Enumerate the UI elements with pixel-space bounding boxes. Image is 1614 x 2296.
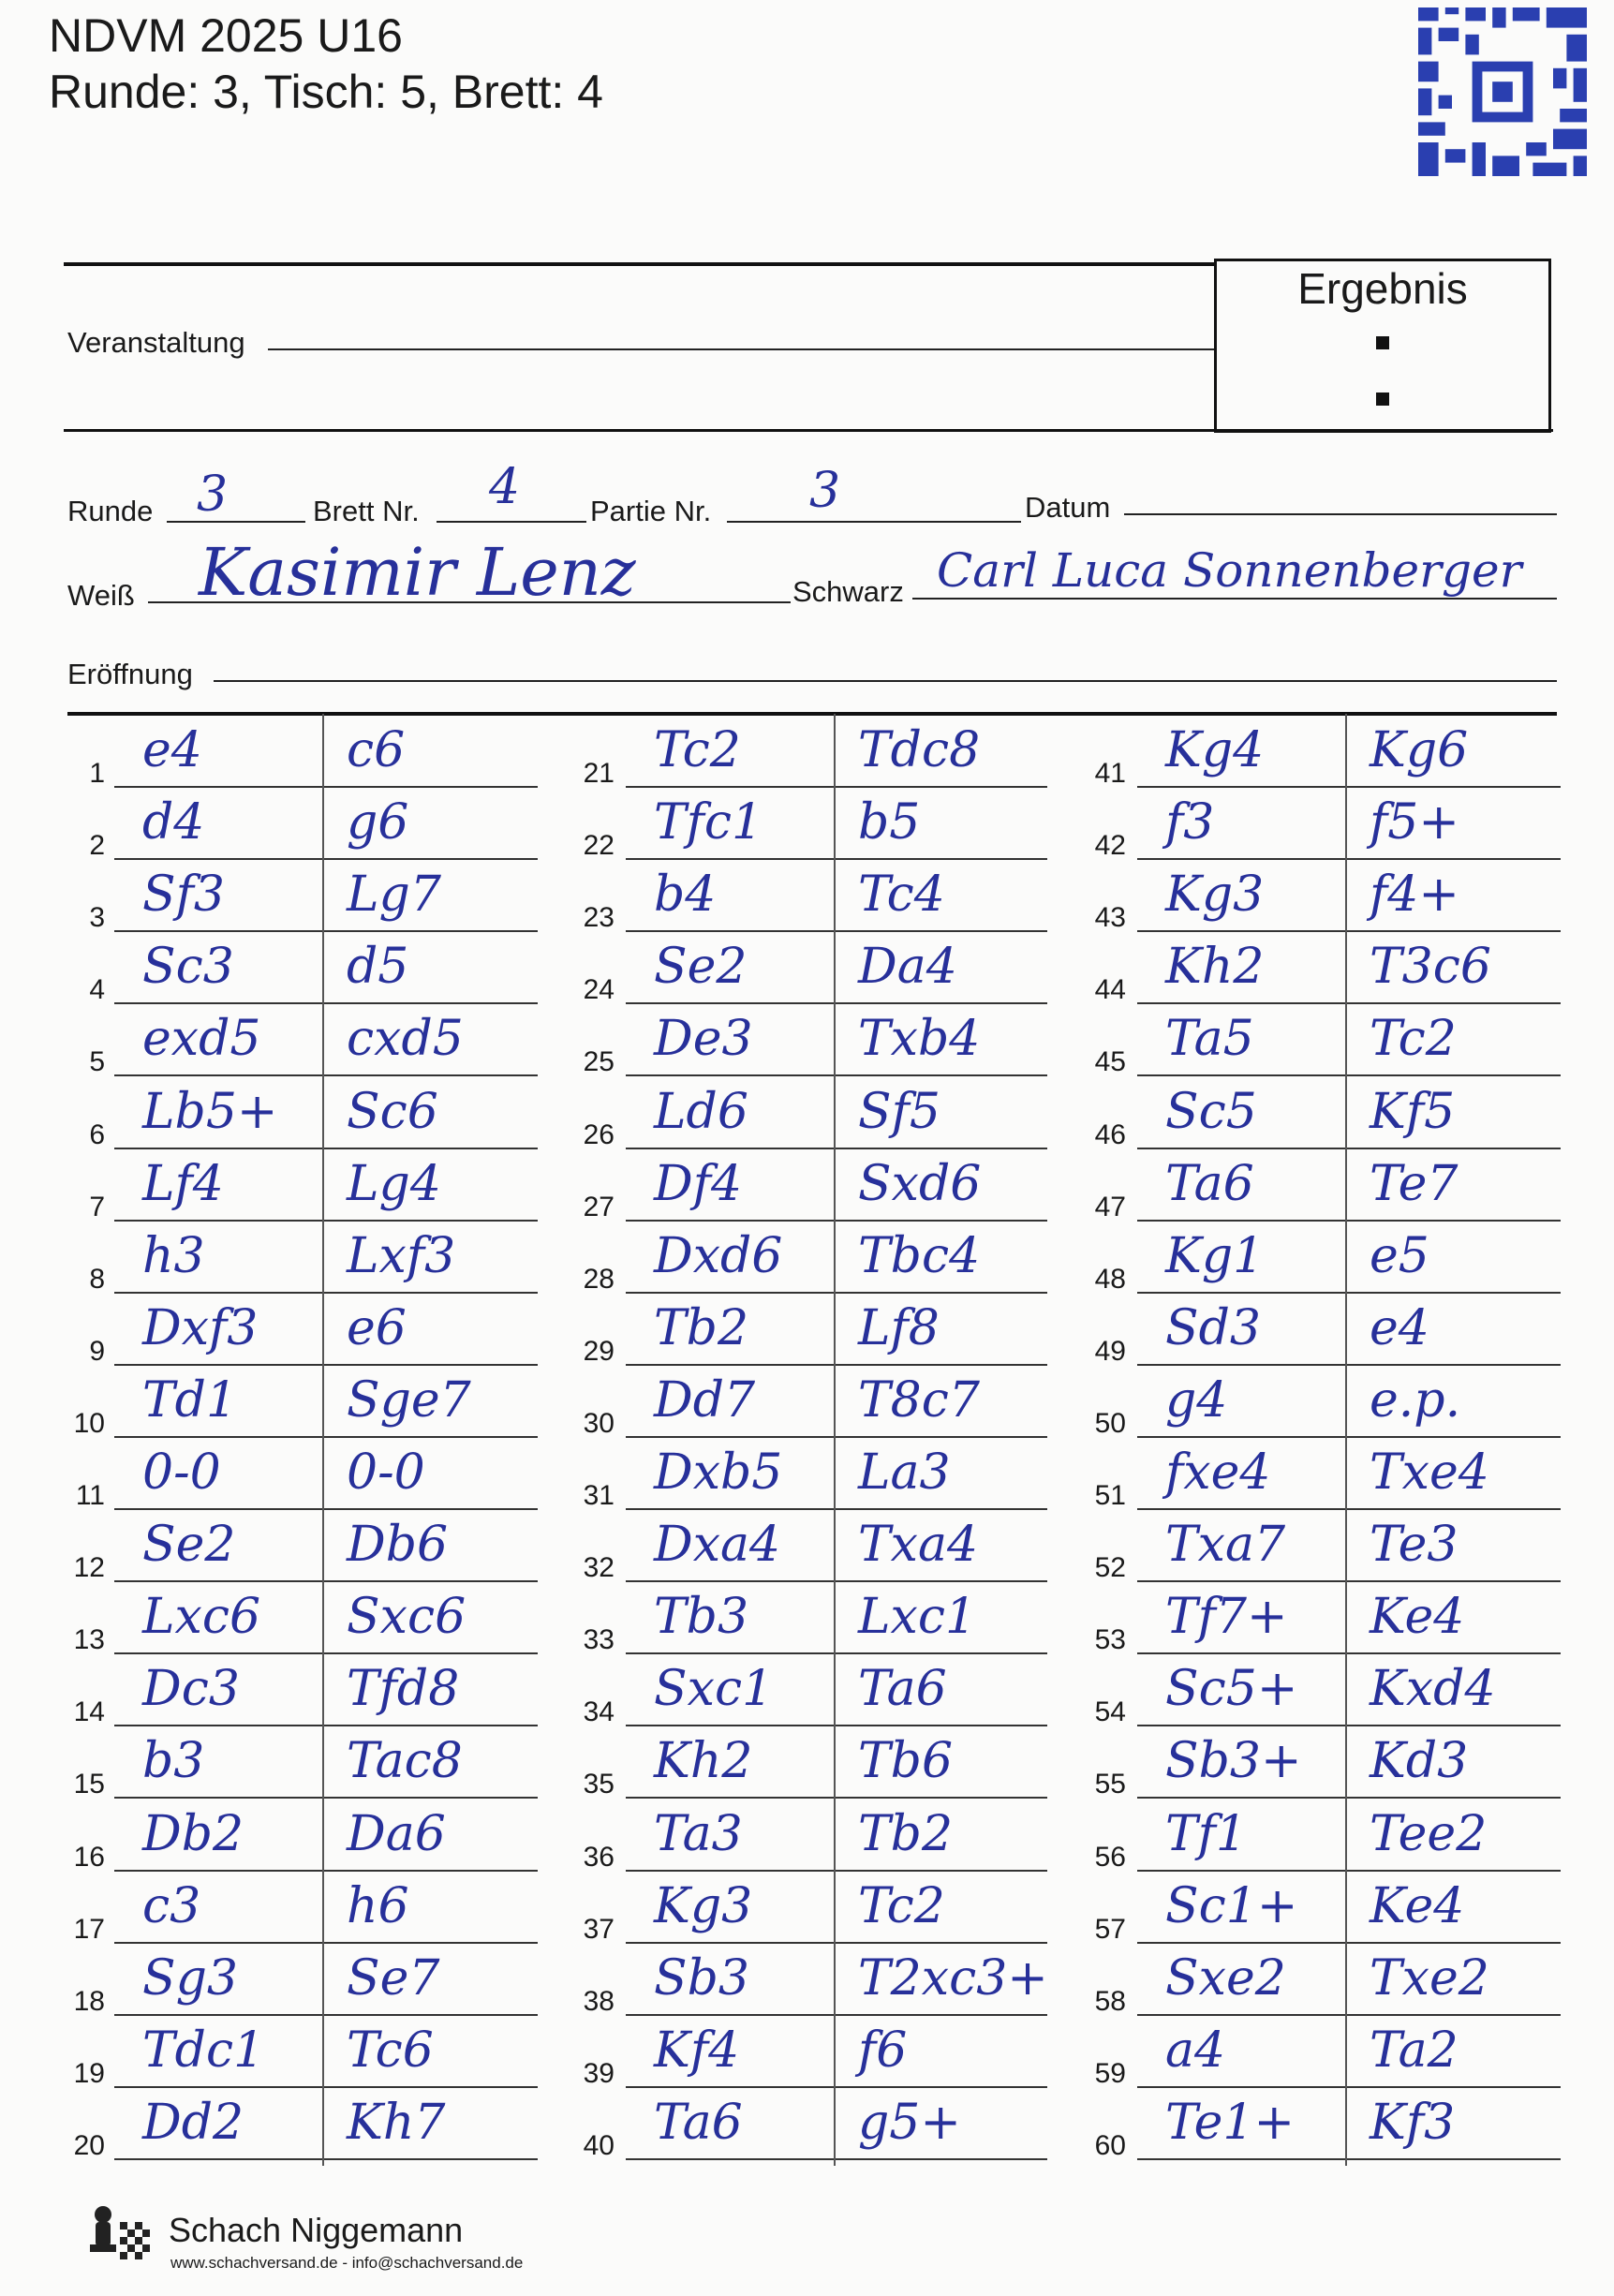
white-move: Df4 (654, 1155, 743, 1212)
white-move: Sb3+ (1165, 1733, 1302, 1790)
move-number: 19 (73, 2057, 105, 2089)
white-move: Sb3 (654, 1949, 749, 2007)
black-move: g5+ (858, 2094, 961, 2151)
white-move: Tf7+ (1165, 1589, 1288, 1646)
black-move: Tc2 (1370, 1011, 1457, 1068)
datum-label: Datum (1025, 491, 1111, 524)
move-number: 41 (1094, 758, 1126, 789)
white-move: Tdc1 (142, 2022, 265, 2079)
white-move: Kh2 (654, 1733, 753, 1790)
move-row-line (114, 2158, 538, 2160)
move-number: 10 (73, 1407, 105, 1439)
move-row-line (626, 1942, 1047, 1944)
move-row-line (114, 858, 538, 860)
white-move: Txa7 (1165, 1517, 1286, 1574)
black-move: Txe2 (1370, 1949, 1489, 2007)
black-move: Sc6 (347, 1083, 438, 1140)
result-box (1214, 259, 1551, 433)
runde-label: Runde (67, 495, 154, 527)
white-move: Td1 (142, 1371, 238, 1429)
black-move: Ke4 (1370, 1589, 1465, 1646)
move-row-line (114, 1292, 538, 1294)
move-number: 1 (89, 758, 105, 789)
black-move: Tb2 (858, 1805, 954, 1862)
white-move: f3 (1165, 794, 1215, 852)
move-row-line (1137, 2014, 1561, 2016)
black-move: Da6 (347, 1805, 446, 1862)
black-move: Db6 (347, 1517, 449, 1574)
chess-logo-icon (82, 2201, 159, 2269)
move-row-line (114, 1942, 538, 1944)
move-number: 12 (73, 1552, 105, 1584)
black-move: Lxc1 (858, 1589, 977, 1646)
black-move: Tb6 (858, 1733, 954, 1790)
white-move: Sxc1 (654, 1661, 774, 1718)
move-column-separator (322, 714, 324, 2166)
white-move: Dd2 (142, 2094, 244, 2151)
move-row-line (1137, 786, 1561, 788)
black-move: Lg4 (347, 1155, 441, 1212)
move-number: 51 (1094, 1480, 1126, 1511)
move-number: 21 (583, 758, 615, 789)
move-row-line (626, 1797, 1047, 1799)
black-move: Tc4 (858, 867, 945, 924)
move-number: 44 (1094, 974, 1126, 1006)
move-row-line (626, 2014, 1047, 2016)
black-move: Tc6 (347, 2022, 434, 2079)
move-number: 37 (583, 1913, 615, 1945)
white-move: Tf1 (1165, 1805, 1248, 1862)
move-number: 30 (583, 1407, 615, 1439)
white-move: Ta5 (1165, 1011, 1254, 1068)
move-number: 13 (73, 1624, 105, 1656)
move-number: 57 (1094, 1913, 1126, 1945)
white-move: Lxc6 (142, 1589, 261, 1646)
white-move: Dxb5 (654, 1444, 783, 1501)
move-number: 45 (1094, 1046, 1126, 1078)
move-number: 55 (1094, 1769, 1126, 1800)
move-row-line (114, 1870, 538, 1872)
white-move: b4 (654, 867, 717, 924)
move-number: 54 (1094, 1696, 1126, 1728)
eroeffnung-field[interactable] (214, 680, 1557, 682)
move-row-line (114, 1508, 538, 1510)
white-move: Lb5+ (142, 1083, 278, 1140)
move-number: 42 (1094, 830, 1126, 862)
move-number: 3 (89, 902, 105, 934)
move-row-line (626, 2158, 1047, 2160)
move-number: 25 (583, 1046, 615, 1078)
move-row-line (1137, 1870, 1561, 1872)
move-row-line (114, 930, 538, 932)
white-move: e4 (142, 722, 202, 778)
move-row-line (1137, 930, 1561, 932)
move-number: 40 (583, 2129, 615, 2161)
move-row-line (1137, 1797, 1561, 1799)
black-move: Sf5 (858, 1083, 940, 1140)
move-row-line (626, 1870, 1047, 1872)
move-number: 11 (75, 1480, 105, 1511)
black-move: La3 (858, 1444, 951, 1501)
white-move: Kg3 (654, 1877, 753, 1934)
black-move: Lg7 (347, 867, 441, 924)
page-title (49, 7, 603, 120)
white-move: Ta6 (1165, 1155, 1254, 1212)
white-move: Ta6 (654, 2094, 743, 2151)
move-row-line (114, 2086, 538, 2088)
partie-field[interactable] (727, 521, 1021, 523)
black-move: T2xc3+ (858, 1949, 1048, 2007)
weiss-value: Kasimir Lenz (199, 534, 636, 611)
move-row-line (1137, 1652, 1561, 1654)
black-move: Tbc4 (858, 1227, 981, 1284)
partie-label: Partie Nr. (590, 495, 712, 527)
runde-value: 3 (197, 467, 229, 523)
white-move: Sg3 (142, 1949, 238, 2007)
black-move: T8c7 (858, 1371, 980, 1429)
move-number: 32 (583, 1552, 615, 1584)
white-move: Sc1+ (1165, 1877, 1298, 1934)
brand-name: Schach Niggemann (169, 2211, 464, 2249)
white-move: Kh2 (1165, 939, 1265, 996)
footer (82, 2192, 607, 2276)
black-move: Sge7 (347, 1371, 471, 1429)
black-move: f4+ (1370, 867, 1459, 924)
move-number: 8 (89, 1263, 105, 1295)
black-move: Ta6 (858, 1661, 947, 1718)
black-move: f6 (858, 2022, 908, 2079)
black-move: Te7 (1370, 1155, 1459, 1212)
black-move: Kd3 (1370, 1733, 1469, 1790)
black-move: Txa4 (858, 1517, 979, 1574)
black-move: Ta2 (1370, 2022, 1459, 2079)
white-move: b3 (142, 1733, 205, 1790)
move-number: 46 (1094, 1118, 1126, 1150)
partie-value: 3 (809, 463, 841, 519)
move-row-line (1137, 1725, 1561, 1726)
move-number: 14 (73, 1696, 105, 1728)
move-row-line (114, 1220, 538, 1222)
white-move: c3 (142, 1877, 201, 1934)
move-number: 6 (89, 1118, 105, 1150)
move-column-separator (834, 714, 836, 2166)
black-move: Lf8 (858, 1299, 940, 1356)
black-move: d5 (347, 939, 409, 996)
move-number: 36 (583, 1841, 615, 1873)
move-number: 43 (1094, 902, 1126, 934)
move-row-line (114, 1797, 538, 1799)
white-move: g4 (1165, 1371, 1228, 1429)
move-row-line (114, 1725, 538, 1726)
move-number: 18 (73, 1985, 105, 2017)
move-number: 29 (583, 1335, 615, 1367)
move-row-line (626, 1508, 1047, 1510)
weiss-label: Weiß (67, 579, 135, 612)
black-move: Se7 (347, 1949, 440, 2007)
white-move: Sc5 (1165, 1083, 1257, 1140)
white-move: Ld6 (654, 1083, 748, 1140)
black-move: Da4 (858, 939, 957, 996)
runde-field[interactable] (167, 521, 305, 523)
black-move: c6 (347, 722, 406, 778)
move-number: 56 (1094, 1841, 1126, 1873)
white-move: 0-0 (142, 1444, 221, 1501)
move-row-line (114, 1580, 538, 1582)
black-move: Sxc6 (347, 1589, 466, 1646)
move-number: 9 (89, 1335, 105, 1367)
move-row-line (626, 1148, 1047, 1149)
move-row-line (1137, 1292, 1561, 1294)
result-marker-2 (1376, 393, 1389, 406)
white-move: Ta3 (654, 1805, 743, 1862)
move-number: 31 (583, 1480, 615, 1511)
move-number: 22 (583, 830, 615, 862)
eroeffnung-label: Eröffnung (67, 658, 193, 690)
move-number: 5 (89, 1046, 105, 1078)
move-row-line (1137, 2086, 1561, 2088)
black-move: Sxd6 (858, 1155, 982, 1212)
move-row-line (626, 1292, 1047, 1294)
black-move: Kf5 (1370, 1083, 1456, 1140)
result-label: Ergebnis (1297, 264, 1468, 313)
white-move: Dc3 (142, 1661, 240, 1718)
move-row-line (626, 1002, 1047, 1004)
white-move: Dd7 (654, 1371, 756, 1429)
move-number: 35 (583, 1769, 615, 1800)
white-move: Dxd6 (654, 1227, 783, 1284)
move-row-line (626, 930, 1047, 932)
white-move: a4 (1165, 2022, 1226, 2079)
black-move: Txb4 (858, 1011, 981, 1068)
black-move: T3c6 (1370, 939, 1491, 996)
black-move: Txe4 (1370, 1444, 1489, 1501)
black-move: Kg6 (1370, 722, 1469, 778)
move-row-line (626, 858, 1047, 860)
white-move: h3 (142, 1227, 205, 1284)
move-row-line (1137, 1002, 1561, 1004)
white-move: Tb3 (654, 1589, 749, 1646)
black-move: b5 (858, 794, 921, 852)
move-row-line (626, 1364, 1047, 1366)
move-number: 2 (89, 830, 105, 862)
result-marker-1 (1376, 336, 1389, 349)
white-move: Tfc1 (654, 794, 763, 852)
move-row-line (626, 1074, 1047, 1076)
move-row-line (1137, 1364, 1561, 1366)
move-row-line (626, 2086, 1047, 2088)
move-row-line (114, 1002, 538, 1004)
move-number: 50 (1094, 1407, 1126, 1439)
black-move: e5 (1370, 1227, 1429, 1284)
move-column-separator (1345, 714, 1347, 2166)
move-row-line (1137, 1436, 1561, 1438)
move-number: 34 (583, 1696, 615, 1728)
move-row-line (626, 786, 1047, 788)
white-move: exd5 (142, 1011, 261, 1068)
title-line-2: Runde: 3, Tisch: 5, Brett: 4 (49, 66, 603, 118)
move-number: 52 (1094, 1552, 1126, 1584)
move-number: 53 (1094, 1624, 1126, 1656)
schwarz-field[interactable] (912, 598, 1557, 600)
white-move: Sxe2 (1165, 1949, 1286, 2007)
move-number: 20 (73, 2129, 105, 2161)
schwarz-value: Carl Luca Sonnenberger (937, 543, 1522, 598)
white-move: fxe4 (1165, 1444, 1271, 1501)
black-move: 0-0 (347, 1444, 425, 1501)
white-move: Sc5+ (1165, 1661, 1298, 1718)
move-number: 48 (1094, 1263, 1126, 1295)
move-number: 38 (583, 1985, 615, 2017)
move-row-line (1137, 858, 1561, 860)
move-number: 16 (73, 1841, 105, 1873)
move-row-line (114, 1436, 538, 1438)
white-move: Se2 (654, 939, 748, 996)
black-move: Kf3 (1370, 2094, 1456, 2151)
move-row-line (626, 1652, 1047, 1654)
move-row-line (626, 1220, 1047, 1222)
move-number: 4 (89, 974, 105, 1006)
veranstaltung-label: Veranstaltung (67, 326, 245, 359)
move-row-line (1137, 1580, 1561, 1582)
moves-grid-top-rule (67, 712, 1557, 716)
white-move: Kg4 (1165, 722, 1265, 778)
move-number: 15 (73, 1769, 105, 1800)
move-number: 24 (583, 974, 615, 1006)
move-row-line (1137, 1508, 1561, 1510)
black-move: e.p. (1370, 1371, 1461, 1429)
move-row-line (626, 1580, 1047, 1582)
white-move: d4 (142, 794, 205, 852)
brett-field[interactable] (437, 521, 586, 523)
white-move: De3 (654, 1011, 753, 1068)
white-move: Kg1 (1165, 1227, 1265, 1284)
white-move: Kg3 (1165, 867, 1265, 924)
white-move: Dxa4 (654, 1517, 781, 1574)
move-row-line (114, 1364, 538, 1366)
move-row-line (114, 2014, 538, 2016)
qr-code-icon (1416, 7, 1589, 176)
white-move: Te1+ (1165, 2094, 1296, 2151)
move-number: 58 (1094, 1985, 1126, 2017)
white-move: Lf4 (142, 1155, 224, 1212)
move-row-line (626, 1436, 1047, 1438)
white-move: Sc3 (142, 939, 234, 996)
black-move: f5+ (1370, 794, 1459, 852)
move-row-line (1137, 1942, 1561, 1944)
white-move: Se2 (142, 1517, 236, 1574)
brett-label: Brett Nr. (313, 495, 420, 527)
black-move: Tfd8 (347, 1661, 460, 1718)
move-row-line (1137, 1148, 1561, 1149)
black-move: Te3 (1370, 1517, 1459, 1574)
black-move: g6 (347, 794, 409, 852)
datum-field[interactable] (1124, 513, 1557, 515)
move-row-line (114, 1148, 538, 1149)
black-move: Kh7 (347, 2094, 446, 2151)
schwarz-label: Schwarz (792, 575, 904, 608)
black-move: Kxd4 (1370, 1661, 1496, 1718)
move-number: 23 (583, 902, 615, 934)
move-row-line (114, 1652, 538, 1654)
white-move: Sd3 (1165, 1299, 1261, 1356)
black-move: Ke4 (1370, 1877, 1465, 1934)
black-move: e4 (1370, 1299, 1429, 1356)
black-move: Tc2 (858, 1877, 945, 1934)
black-move: Tac8 (347, 1733, 463, 1790)
white-move: Sf3 (142, 867, 225, 924)
move-number: 60 (1094, 2129, 1126, 2161)
move-number: 27 (583, 1191, 615, 1222)
black-move: cxd5 (347, 1011, 464, 1068)
move-number: 33 (583, 1624, 615, 1656)
move-row-line (1137, 2158, 1561, 2160)
move-row-line (1137, 1220, 1561, 1222)
move-number: 17 (73, 1913, 105, 1945)
move-number: 47 (1094, 1191, 1126, 1222)
move-number: 59 (1094, 2057, 1126, 2089)
move-row-line (1137, 1074, 1561, 1076)
move-number: 39 (583, 2057, 615, 2089)
white-move: Kf4 (654, 2022, 740, 2079)
move-row-line (114, 786, 538, 788)
black-move: h6 (347, 1877, 409, 1934)
brand-contact: www.schachversand.de - info@schachversand.de (170, 2254, 524, 2272)
brett-value: 4 (489, 459, 521, 515)
white-move: Tc2 (654, 722, 741, 778)
move-number: 26 (583, 1118, 615, 1150)
move-number: 49 (1094, 1335, 1126, 1367)
move-row-line (114, 1074, 538, 1076)
move-number: 28 (583, 1263, 615, 1295)
move-row-line (626, 1725, 1047, 1726)
move-number: 7 (89, 1191, 105, 1222)
black-move: Tee2 (1370, 1805, 1488, 1862)
white-move: Tb2 (654, 1299, 749, 1356)
event-box (64, 259, 1553, 433)
title-line-1: NDVM 2025 U16 (49, 9, 403, 62)
black-move: Tdc8 (858, 722, 981, 778)
white-move: Dxf3 (142, 1299, 259, 1356)
black-move: Lxf3 (347, 1227, 456, 1284)
black-move: e6 (347, 1299, 407, 1356)
veranstaltung-field[interactable] (268, 348, 1214, 350)
white-move: Db2 (142, 1805, 244, 1862)
